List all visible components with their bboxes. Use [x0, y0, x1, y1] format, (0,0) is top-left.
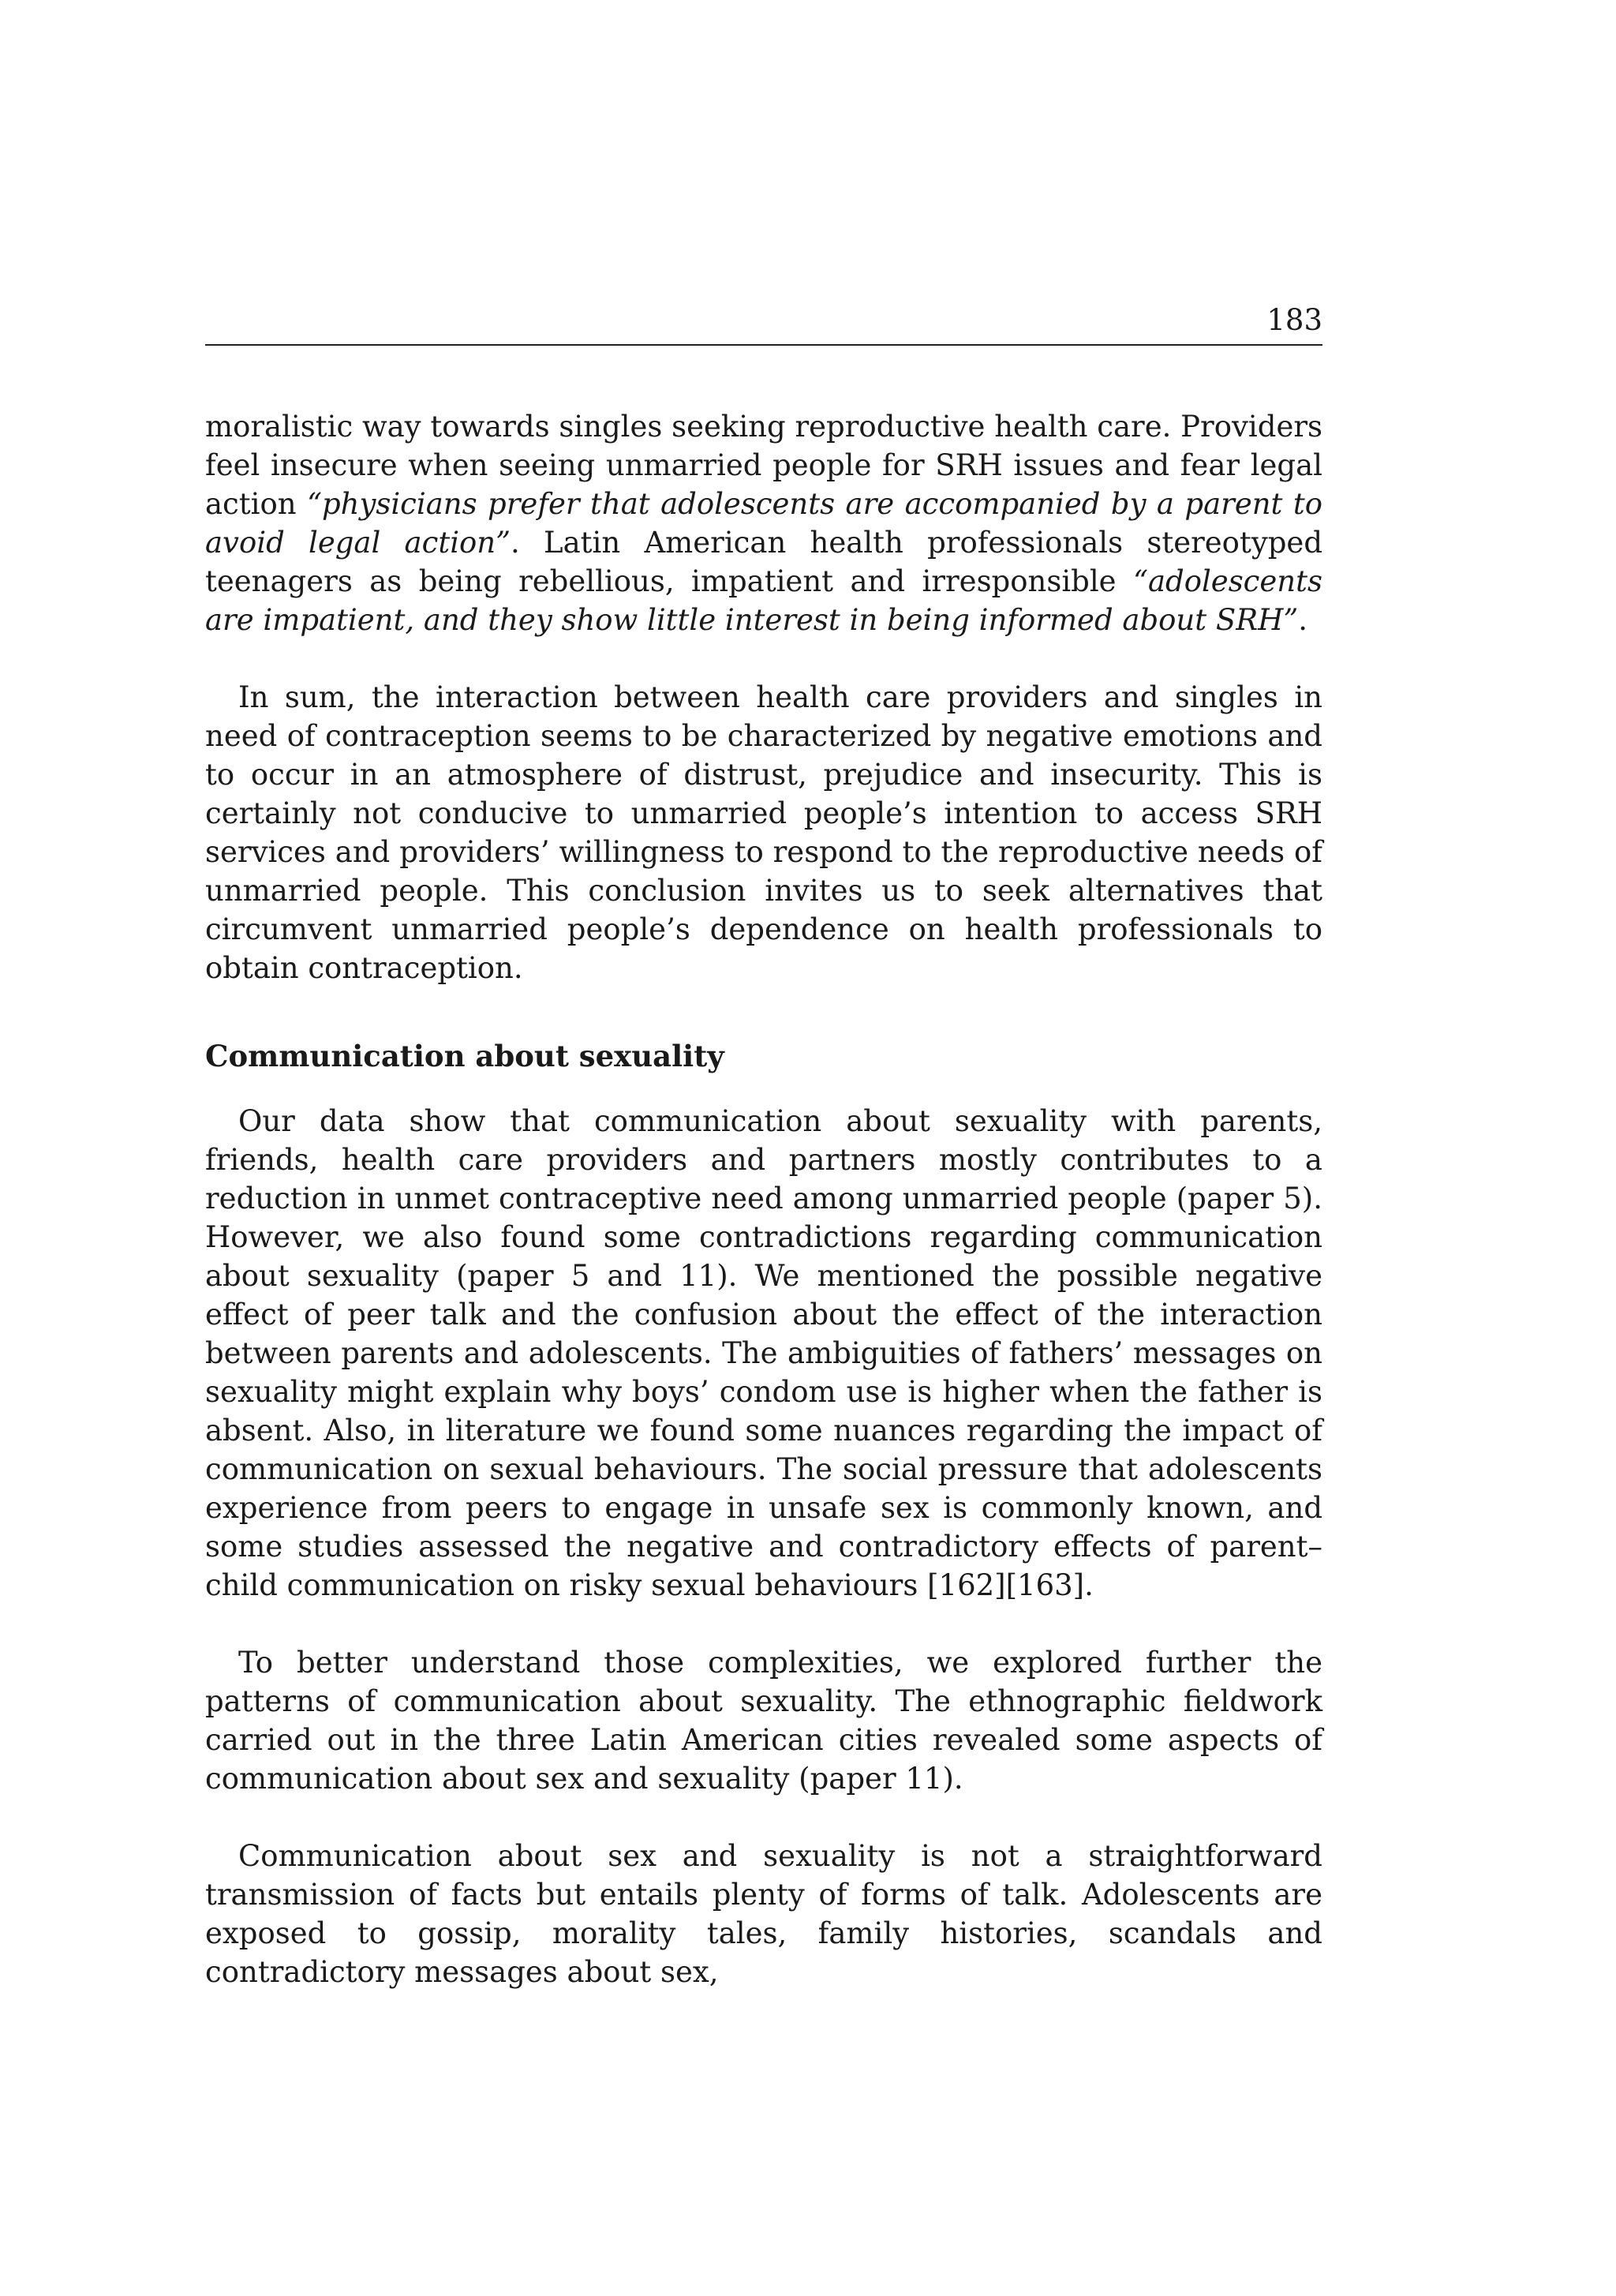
- page-number: 183: [1266, 303, 1322, 337]
- paragraph-1-text-a: moralistic way towards singles seeking reproductive health care. Providers feel insecure when seeing unmarried people for SRH issues and fear legal action: [205, 410, 1323, 521]
- paragraph-2: In sum, the interaction between health care providers and singles in need of contraception seems to be characterized by negative emotions and to occur in an atmosphere of distrust, prejudice and insecurity. This is certainly not conducive to unmarried people’s intention to access SRH services and providers’ willingness to respond to the reproductive needs of unmarried people. This conclusion invites us to seek alternatives that circumvent unmarried people’s dependence on health professionals to obtain contraception.: [205, 680, 1322, 985]
- section-heading: Communication about sexuality: [205, 1039, 724, 1073]
- quote-adolescents: “adolescents are impatient, and they show little interest in being informed about SRH”: [205, 564, 1322, 637]
- paragraph-1: [205, 407, 1322, 639]
- paragraph-1-text-b: . Latin American health professionals stereotyped teenagers as being rebellious, impatient and irresponsible: [205, 526, 1322, 598]
- text-column: [205, 407, 1322, 1991]
- page-header: [205, 303, 1322, 346]
- paragraph-4: To better understand those complexities, we explored further the patterns of communication about sexuality. The ethnographic fieldwork carried out in the three Latin American cities revealed some aspects of communication about sex and sexuality (paper 11).: [205, 1646, 1322, 1796]
- paragraph-3: Our data show that communication about sexuality with parents, friends, health care providers and partners mostly contributes to a reduction in unmet contraceptive need among unmarried people (paper 5). However, we also found some contradictions regarding communication about sexuality (paper 5 and 11). We mentioned the possible negative effect of peer talk and the confusion about the effect of the interaction between parents and adolescents. The ambiguities of fathers’ messages on sexuality might explain why boys’ condom use is higher when the father is absent. Also, in literature we found some nuances regarding the impact of communication on sexual behaviours. The social pressure that adolescents experience from peers to engage in unsafe sex is commonly known, and some studies assessed the negative and contradictory effects of parent–child communication on risky sexual behaviours [162][163].: [205, 1104, 1322, 1602]
- quote-physicians: “physicians prefer that adolescents are accompanied by a parent to avoid legal action”: [205, 487, 1323, 560]
- paragraph-1-text-c: .: [1298, 603, 1308, 637]
- paragraph-5: Communication about sex and sexuality is not a straightforward transmission of facts but entails plenty of forms of talk. Adolescents are exposed to gossip, morality tales, family histories, scandals and contradictory messages about sex,: [205, 1839, 1322, 1989]
